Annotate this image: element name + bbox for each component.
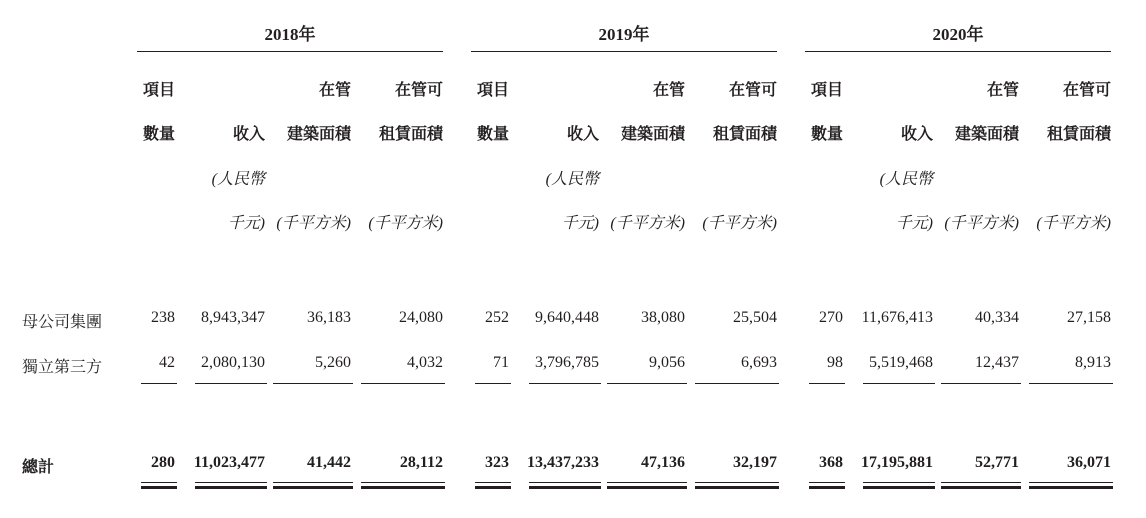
total-rule-top-revenue-2019 [529, 482, 601, 483]
total-rule-bottom-gfa-2019 [607, 486, 687, 489]
header-gfa-line1-2018: 在管 [318, 82, 351, 99]
total-rule-bottom-lettable-2018 [361, 486, 445, 489]
cell-total-revenue-2018: 11,023,477 [193, 454, 265, 471]
unit-revenue-line1-2019: (人民幣 [545, 171, 599, 188]
header-count-line2-2020: 數量 [810, 126, 843, 143]
header-revenue-line2-2019: 收入 [566, 126, 599, 143]
year-rule-2018 [137, 51, 443, 52]
cell-row1-lettable-2019: 6,693 [741, 354, 777, 371]
header-revenue-line2-2018: 收入 [232, 126, 265, 143]
cell-total-revenue-2019: 13,437,233 [527, 454, 599, 471]
cell-row0-lettable-2018: 24,080 [399, 309, 443, 326]
header-gfa-line1-2020: 在管 [986, 82, 1019, 99]
header-gfa-line2-2020: 建築面積 [954, 126, 1019, 143]
total-rule-top-revenue-2018 [195, 482, 267, 483]
total-rule-top-gfa-2019 [607, 482, 687, 483]
cell-row0-count-2019: 252 [485, 309, 509, 326]
cell-total-count-2020: 368 [819, 454, 843, 471]
subtotal-rule-lettable-2018 [361, 383, 445, 384]
row-label-parent-group: 母公司集團 [22, 314, 103, 331]
subtotal-rule-lettable-2019 [695, 383, 779, 384]
cell-row1-lettable-2018: 4,032 [407, 354, 443, 371]
header-lettable-line1-2020: 在管可 [1062, 82, 1111, 99]
total-rule-bottom-revenue-2018 [195, 486, 267, 489]
total-rule-top-lettable-2020 [1029, 482, 1113, 483]
unit-revenue-line1-2018: (人民幣 [211, 171, 265, 188]
unit-lettable-2018: (千平方米) [368, 215, 443, 232]
cell-row1-gfa-2019: 9,056 [649, 354, 685, 371]
total-rule-bottom-gfa-2018 [273, 486, 353, 489]
row-label-third-party: 獨立第三方 [22, 359, 103, 376]
header-count-line1-2018: 項目 [142, 82, 175, 99]
year-heading-2020: 2020年 [932, 25, 984, 44]
total-rule-top-gfa-2020 [941, 482, 1021, 483]
subtotal-rule-count-2020 [809, 383, 845, 384]
header-count-line2-2019: 數量 [476, 126, 509, 143]
total-rule-top-lettable-2019 [695, 482, 779, 483]
subtotal-rule-revenue-2020 [863, 383, 935, 384]
cell-total-count-2019: 323 [485, 454, 509, 471]
header-revenue-line2-2020: 收入 [900, 126, 933, 143]
cell-row1-count-2018: 42 [159, 354, 175, 371]
subtotal-rule-gfa-2020 [941, 383, 1021, 384]
cell-row1-revenue-2020: 5,519,468 [869, 354, 933, 371]
cell-row0-revenue-2018: 8,943,347 [201, 309, 265, 326]
cell-total-gfa-2020: 52,771 [975, 454, 1019, 471]
cell-row0-count-2018: 238 [151, 309, 175, 326]
subtotal-rule-revenue-2018 [195, 383, 267, 384]
unit-lettable-2020: (千平方米) [1036, 215, 1111, 232]
cell-row0-gfa-2019: 38,080 [641, 309, 685, 326]
row-label-total: 總計 [22, 459, 55, 476]
header-lettable-line1-2018: 在管可 [394, 82, 443, 99]
year-heading-2018: 2018年 [264, 25, 316, 44]
total-rule-bottom-revenue-2020 [863, 486, 935, 489]
cell-total-gfa-2019: 47,136 [641, 454, 685, 471]
year-heading-2019: 2019年 [598, 25, 650, 44]
cell-total-lettable-2018: 28,112 [399, 454, 443, 471]
unit-gfa-2019: (千平方米) [610, 215, 685, 232]
header-gfa-line1-2019: 在管 [652, 82, 685, 99]
subtotal-rule-gfa-2019 [607, 383, 687, 384]
cell-total-revenue-2020: 17,195,881 [861, 454, 933, 471]
total-rule-bottom-lettable-2020 [1029, 486, 1113, 489]
header-count-line2-2018: 數量 [142, 126, 175, 143]
unit-revenue-line2-2020: 千元) [895, 215, 933, 232]
header-gfa-line2-2019: 建築面積 [620, 126, 685, 143]
header-lettable-line1-2019: 在管可 [728, 82, 777, 99]
header-gfa-line2-2018: 建築面積 [286, 126, 351, 143]
header-count-line1-2020: 項目 [810, 82, 843, 99]
year-rule-2020 [805, 51, 1111, 52]
unit-gfa-2018: (千平方米) [276, 215, 351, 232]
total-rule-bottom-count-2019 [475, 486, 511, 489]
unit-revenue-line2-2019: 千元) [561, 215, 599, 232]
total-rule-bottom-count-2018 [141, 486, 177, 489]
cell-row1-lettable-2020: 8,913 [1075, 354, 1111, 371]
unit-gfa-2020: (千平方米) [944, 215, 1019, 232]
cell-row1-gfa-2018: 5,260 [315, 354, 351, 371]
header-lettable-line2-2018: 租賃面積 [378, 126, 443, 143]
unit-lettable-2019: (千平方米) [702, 215, 777, 232]
cell-total-lettable-2020: 36,071 [1067, 454, 1111, 471]
cell-total-count-2018: 280 [151, 454, 175, 471]
total-rule-bottom-revenue-2019 [529, 486, 601, 489]
cell-row1-revenue-2019: 3,796,785 [535, 354, 599, 371]
total-rule-top-count-2020 [809, 482, 845, 483]
subtotal-rule-count-2019 [475, 383, 511, 384]
total-rule-top-gfa-2018 [273, 482, 353, 483]
subtotal-rule-gfa-2018 [273, 383, 353, 384]
header-count-line1-2019: 項目 [476, 82, 509, 99]
unit-revenue-line1-2020: (人民幣 [879, 171, 933, 188]
year-rule-2019 [471, 51, 777, 52]
total-rule-top-count-2019 [475, 482, 511, 483]
unit-revenue-line2-2018: 千元) [227, 215, 265, 232]
total-rule-top-lettable-2018 [361, 482, 445, 483]
cell-row0-lettable-2020: 27,158 [1067, 309, 1111, 326]
cell-row0-gfa-2018: 36,183 [307, 309, 351, 326]
header-lettable-line2-2020: 租賃面積 [1046, 126, 1111, 143]
header-lettable-line2-2019: 租賃面積 [712, 126, 777, 143]
cell-row0-count-2020: 270 [819, 309, 843, 326]
cell-row0-lettable-2019: 25,504 [733, 309, 777, 326]
total-rule-bottom-lettable-2019 [695, 486, 779, 489]
cell-row1-gfa-2020: 12,437 [975, 354, 1019, 371]
cell-row1-count-2020: 98 [827, 354, 843, 371]
cell-row1-revenue-2018: 2,080,130 [201, 354, 265, 371]
cell-total-gfa-2018: 41,442 [307, 454, 351, 471]
cell-row0-gfa-2020: 40,334 [975, 309, 1019, 326]
subtotal-rule-count-2018 [141, 383, 177, 384]
total-rule-top-revenue-2020 [863, 482, 935, 483]
cell-row0-revenue-2019: 9,640,448 [535, 309, 599, 326]
total-rule-top-count-2018 [141, 482, 177, 483]
cell-row1-count-2019: 71 [493, 354, 509, 371]
subtotal-rule-revenue-2019 [529, 383, 601, 384]
cell-total-lettable-2019: 32,197 [733, 454, 777, 471]
total-rule-bottom-count-2020 [809, 486, 845, 489]
cell-row0-revenue-2020: 11,676,413 [861, 309, 933, 326]
total-rule-bottom-gfa-2020 [941, 486, 1021, 489]
subtotal-rule-lettable-2020 [1029, 383, 1113, 384]
